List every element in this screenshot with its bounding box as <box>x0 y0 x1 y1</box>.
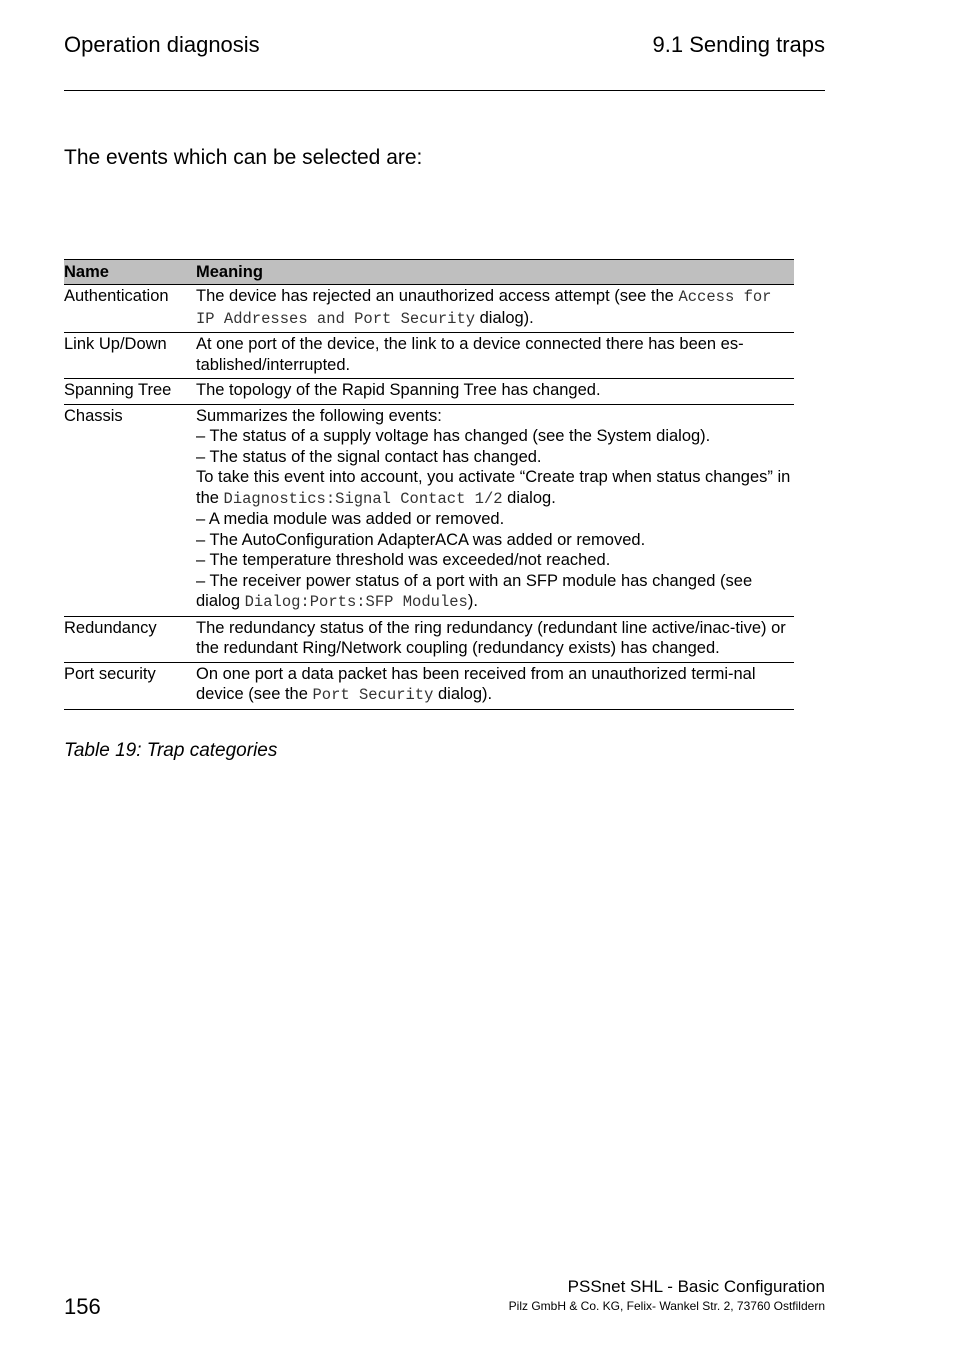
meaning-text: On one port a data packet has been received from an unauthorized termi-nal device (see the <box>196 664 756 703</box>
row-name: Port security <box>64 662 196 709</box>
meaning-text: The device has rejected an unauthorized access attempt (see the <box>196 287 679 305</box>
meaning-line: – The AutoConfiguration AdapterACA was added or removed. <box>196 530 646 549</box>
row-name: Spanning Tree <box>64 379 196 405</box>
table-row <box>64 379 794 405</box>
header-chapter-title: 9.1 Sending traps <box>652 32 825 57</box>
trap-categories-table <box>64 259 794 710</box>
table-row <box>64 662 794 709</box>
meaning-line: – The temperature threshold was exceeded/not reached. <box>196 551 611 569</box>
table-caption: Table 19: Trap categories <box>64 740 278 761</box>
meaning-text: dialog). <box>433 685 493 703</box>
meaning-text: dialog). <box>475 308 534 327</box>
meaning-text: – The receiver power status of a port with an SFP module has changed (see dialog <box>196 571 753 610</box>
table-row <box>64 404 794 616</box>
row-meaning <box>196 285 794 333</box>
row-name: Redundancy <box>64 616 196 662</box>
meaning-line <box>196 571 794 613</box>
header-divider <box>64 90 825 91</box>
meaning-text: ). <box>467 592 478 610</box>
footer-address: Pilz GmbH & Co. KG, Felix- Wankel Str. 2, 73760 Ostfildern <box>508 1299 825 1313</box>
column-header-name: Name <box>64 260 196 285</box>
dialog-reference: Access for IP Addresses and Port Security <box>196 288 772 328</box>
meaning-line: Summarizes the following events: <box>196 406 442 425</box>
dialog-reference: Port Security <box>312 686 434 704</box>
row-meaning <box>196 404 794 616</box>
meaning-text: To take this event into account, you activate “Create trap when status changes” in the <box>196 468 791 507</box>
row-name: Chassis <box>64 404 196 616</box>
footer-document-title: PSSnet SHL - Basic Configuration <box>567 1277 825 1296</box>
table-row <box>64 285 794 333</box>
intro-text: The events which can be selected are: <box>64 146 423 169</box>
row-meaning <box>196 662 794 709</box>
row-meaning: The topology of the Rapid Spanning Tree has changed. <box>196 379 794 405</box>
meaning-line: – A media module was added or removed. <box>196 510 505 528</box>
header-section-title: Operation diagnosis <box>64 32 260 57</box>
row-meaning: At one port of the device, the link to a device connected there has been es-tablished/interrupted. <box>196 333 794 379</box>
meaning-line: – The status of a supply voltage has changed (see the System dialog). <box>196 427 711 445</box>
table-row <box>64 333 794 379</box>
table-header-row <box>64 260 794 285</box>
dialog-reference: Diagnostics:Signal Contact 1/2 <box>223 489 503 508</box>
row-name: Link Up/Down <box>64 333 196 379</box>
meaning-line <box>196 467 794 509</box>
page-number: 156 <box>64 1294 101 1319</box>
column-header-meaning: Meaning <box>196 260 794 285</box>
meaning-text: dialog. <box>502 488 556 507</box>
meaning-line: – The status of the signal contact has changed. <box>196 447 542 466</box>
dialog-reference: Dialog:Ports:SFP Modules <box>244 593 468 611</box>
table-row <box>64 616 794 662</box>
row-meaning: The redundancy status of the ring redundancy (redundant line active/inac-tive) or the redundant Ring/Network coupling (redundancy exists) has changed. <box>196 616 794 662</box>
row-name: Authentication <box>64 285 196 333</box>
